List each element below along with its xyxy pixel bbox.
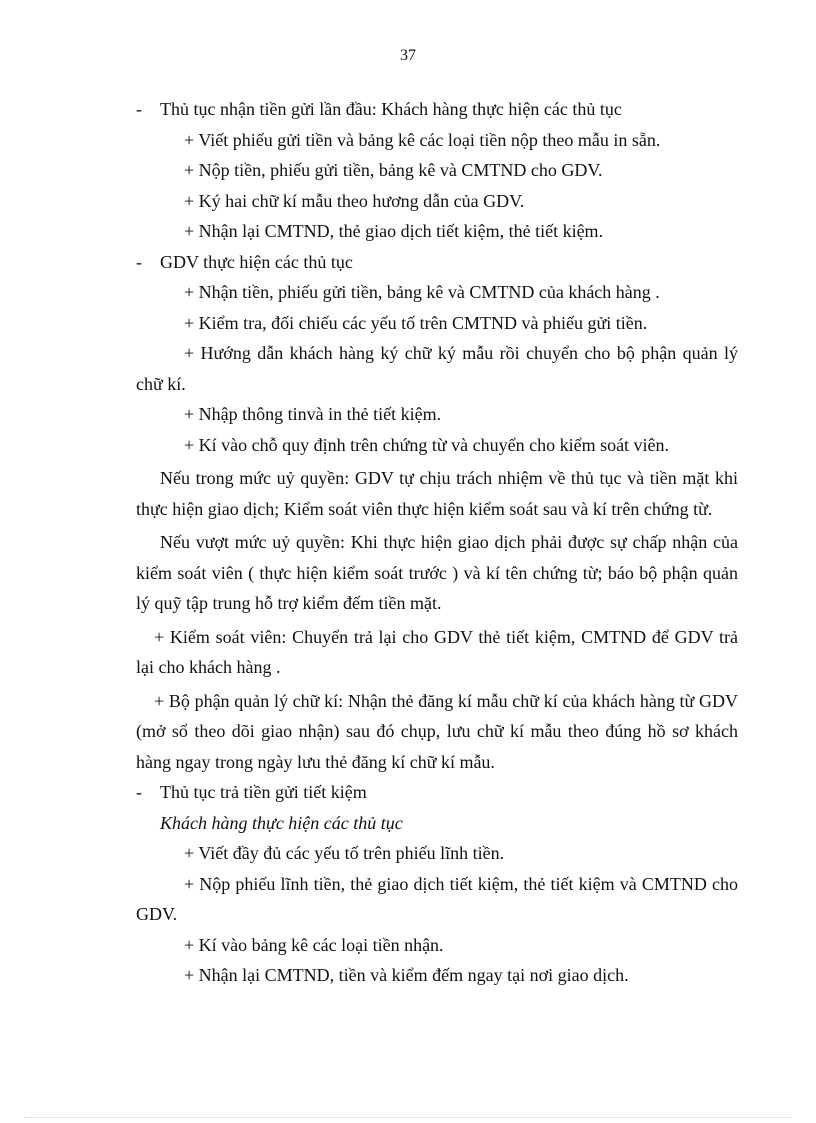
list-item: + Viết phiếu gửi tiền và bảng kê các loại tiền nộp theo mẫu in sẵn. [184, 129, 661, 150]
list-item: + Nhập thông tinvà in thẻ tiết kiệm. [184, 404, 442, 424]
bullet-dash: - [136, 251, 142, 272]
document-body [136, 94, 738, 991]
list-item [136, 94, 738, 125]
section-heading: GDV thực hiện các thủ tục [160, 251, 353, 272]
bullet-dash: - [136, 782, 142, 802]
list-item: + Kí vào chỗ quy định trên chứng từ và chuyển cho kiểm soát viên. [184, 434, 670, 455]
section-heading: Thủ tục trả tiền gửi tiết kiệm [160, 782, 367, 802]
subheading: Khách hàng thực hiện các thủ tục [160, 812, 403, 833]
list-item: + Nộp tiền, phiếu gửi tiền, bảng kê và CMTND cho GDV. [184, 160, 603, 180]
paragraph: + Bộ phận quản lý chữ kí: Nhận thẻ đăng kí mẫu chữ kí của khách hàng từ GDV (mở sổ theo dõi giao nhận) sau đó chụp, lưu chữ kí mẫu theo đúng hồ sơ khách hàng ngay trong ngày lưu thẻ đăng kí chữ kí mẫu. [136, 690, 738, 772]
list-item: + Ký hai chữ kí mẫu theo hương dẫn của GDV. [184, 190, 525, 211]
list-item: + Nhận lại CMTND, thẻ giao dịch tiết kiệm, thẻ tiết kiệm. [184, 221, 604, 241]
page-number: 37 [400, 47, 416, 64]
paragraph: Nếu vượt mức uỷ quyền: Khi thực hiện giao dịch phải được sự chấp nhận của kiểm soát viên ( thực hiện kiểm soát trước ) và kí tên chứng từ; báo bộ phận quản lý quỹ tập trung hỗ trợ kiểm đếm tiền mặt. [136, 532, 738, 613]
paragraph: Nếu trong mức uỷ quyền: GDV tự chịu trách nhiệm về thủ tục và tiền mặt khi thực hiện giao dịch; Kiểm soát viên thực hiện kiểm soát sau và kí trên chứng từ. [136, 468, 738, 519]
list-item: + Nhận lại CMTND, tiền và kiểm đếm ngay tại nơi giao dịch. [184, 965, 629, 985]
page-bottom-divider [24, 1117, 792, 1118]
list-item [136, 777, 738, 808]
bullet-dash: - [136, 99, 142, 119]
list-item: + Kí vào bảng kê các loại tiền nhận. [184, 934, 444, 955]
list-item: + Nhận tiền, phiếu gửi tiền, bảng kê và CMTND của khách hàng . [184, 282, 660, 302]
list-item: + Viết đầy đủ các yếu tố trên phiếu lĩnh tiền. [184, 843, 505, 863]
list-item [136, 247, 738, 278]
paragraph: + Kiểm soát viên: Chuyển trả lại cho GDV thẻ tiết kiệm, CMTND để GDV trả lại cho khách hàng . [136, 626, 738, 677]
list-item: + Kiểm tra, đối chiếu các yếu tố trên CMTND và phiếu gửi tiền. [184, 312, 648, 333]
list-item: + Hướng dẫn khách hàng ký chữ ký mẫu rồi chuyển cho bộ phận quản lý chữ kí. [136, 343, 738, 394]
list-item: + Nộp phiếu lĩnh tiền, thẻ giao dịch tiết kiệm, thẻ tiết kiệm và CMTND cho GDV. [136, 873, 738, 924]
section-heading: Thủ tục nhận tiền gửi lần đầu: Khách hàng thực hiện các thủ tục [160, 99, 622, 119]
